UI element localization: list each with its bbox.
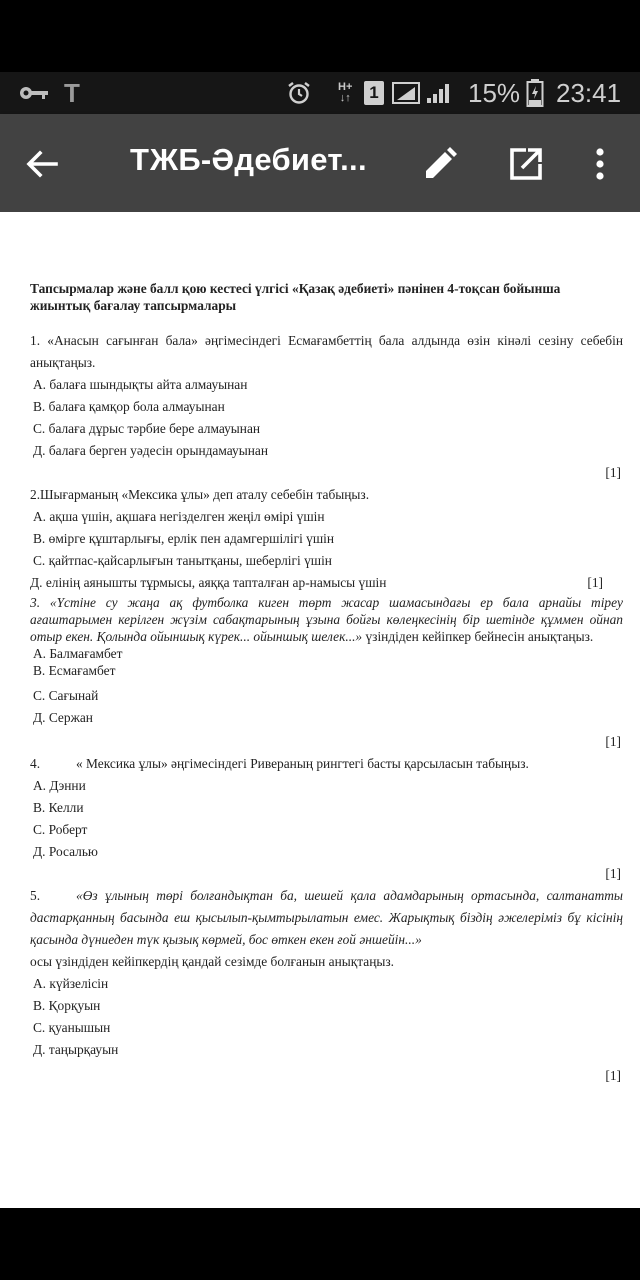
question-1-option-b: В. балаға қамқор бола алмауынан [33, 399, 225, 414]
document-content [30, 280, 623, 1087]
question-2-option-d: Д. елінің аянышты тұрмысы, аяққа тапталған ар-намысы үшін [30, 575, 387, 590]
bottom-frame [0, 1208, 640, 1280]
alarm-clock-icon [286, 72, 312, 114]
question-1 [30, 330, 623, 484]
question-3-option-a: А. Балмағамбет [33, 646, 123, 661]
question-4-option-a: А. Дэнни [33, 778, 86, 793]
signal-bars-icon [426, 72, 454, 114]
question-2-option-a: А. ақша үшін, ақшаға негізделген жеңіл өмірі үшін [33, 509, 325, 524]
document-title: ТЖБ-Әдебиет... [130, 142, 367, 177]
question-1-text: 1. «Анасын сағынған бала» әңгімесіндегі Есмағамбеттің бала алдында өзін кінәлі сезіну себебін анықтаңыз. [30, 333, 623, 370]
sim-slot-label: 1 [369, 83, 379, 102]
more-vert-icon [580, 144, 620, 184]
vpn-key-icon [18, 72, 50, 114]
question-5 [30, 885, 623, 1087]
question-3-option-b: В. Есмағамбет [33, 663, 116, 678]
question-2-text: 2.Шығарманың «Мексика ұлы» деп аталу себебін табыңыз. [30, 487, 370, 502]
question-2-option-b: В. өмірге құштарлығы, ерлік пен адамгершілігі үшін [33, 531, 335, 546]
question-5-score: [1] [605, 1068, 621, 1083]
app-bar [0, 114, 640, 212]
back-button[interactable] [20, 142, 64, 186]
more-options-button[interactable] [580, 144, 620, 184]
clock: 23:41 [556, 77, 622, 108]
question-3-option-c: С. Сағынай [33, 688, 99, 703]
sim-card-icon [364, 72, 384, 114]
question-5-option-b: В. Қорқуын [33, 998, 101, 1013]
question-3-score: [1] [605, 734, 621, 749]
question-5-quote-text: «Өз ұлының төрі болғандықтан ба, шешей қала адамдарының ортасында, салтанатты дастарқанның басында еш қысылып-қымтырылатын емес. Жарықтық біздің әжелеріміз бұ кісінің қасында дүниеден түк қызық көрмей, бос өткен екен ғой әншейін...» [30, 888, 623, 947]
question-4-option-d: Д. Росалью [33, 844, 98, 859]
question-3-prompt: үзіндіден кейіпкер бейнесін анықтаңыз. [362, 629, 594, 644]
question-5-option-a: А. күйзелісін [33, 976, 109, 991]
top-frame [0, 0, 640, 72]
battery-percent: 15% [468, 77, 521, 108]
status-bar [0, 72, 640, 114]
network-type-icon [338, 72, 352, 114]
question-1-score: [1] [605, 465, 621, 480]
question-3 [30, 594, 623, 753]
question-4-option-c: С. Роберт [33, 822, 88, 837]
question-5-option-d: Д. таңырқауын [33, 1042, 119, 1057]
question-4-option-b: В. Келли [33, 800, 84, 815]
open-in-new-icon [506, 144, 546, 184]
question-4-score: [1] [605, 866, 621, 881]
question-1-option-a: А. балаға шындықты айта алмауынан [33, 377, 248, 392]
question-5-option-c: С. қуанышын [33, 1020, 111, 1035]
network-type-label: H+ [338, 81, 353, 93]
pencil-icon [420, 144, 460, 184]
question-4-number: 4. [30, 756, 41, 771]
question-5-quote [30, 885, 623, 951]
question-1-option-c: С. балаға дұрыс тәрбие бере алмауынан [33, 421, 261, 436]
document-heading: Тапсырмалар және балл қою кестесі үлгісі «Қазақ әдебиеті» пәнінен 4-тоқсан бойынша жиынтық бағалау тапсырмалары [30, 281, 561, 313]
question-2 [30, 484, 623, 594]
question-4 [30, 753, 623, 885]
document-page[interactable] [0, 212, 640, 1208]
question-5-number: 5. [30, 888, 41, 903]
edit-button[interactable] [420, 144, 460, 184]
question-1-option-d: Д. балаға берген уәдесін орындамауынан [33, 443, 268, 458]
t-notification-icon: T [64, 77, 80, 108]
network-activity-label: ↓↑ [339, 92, 351, 104]
question-3-option-d: Д. Сержан [33, 710, 93, 725]
question-3-quote: 3. «Үстіне су жаңа ақ футболка киген төрт жасар шамасындағы ер бала арнайы тіреу ағаштарымен керілген жүзім сабақтарының ұзына бойғы көлеңкесінің бір шетінде құммен ойнап отыр екен. Қолында ойыншық күрек... ойыншық шелек...» [30, 595, 623, 644]
open-in-new-button[interactable] [506, 144, 546, 184]
question-3-text [30, 594, 623, 645]
question-2-score: [1] [587, 575, 603, 590]
question-2-option-c: С. қайтпас-қайсарлығын танытқаны, шеберлігі үшін [33, 553, 332, 568]
battery-charging-icon [526, 72, 544, 114]
back-arrow-icon [20, 142, 64, 186]
signal-strength-icon [392, 72, 422, 114]
question-4-text: « Мексика ұлы» әңгімесіндегі Ривераның рингтегі басты қарсыласын табыңыз. [76, 756, 529, 771]
question-5-prompt: осы үзіндіден кейіпкердің қандай сезімде болғанын анықтаңыз. [30, 954, 395, 969]
